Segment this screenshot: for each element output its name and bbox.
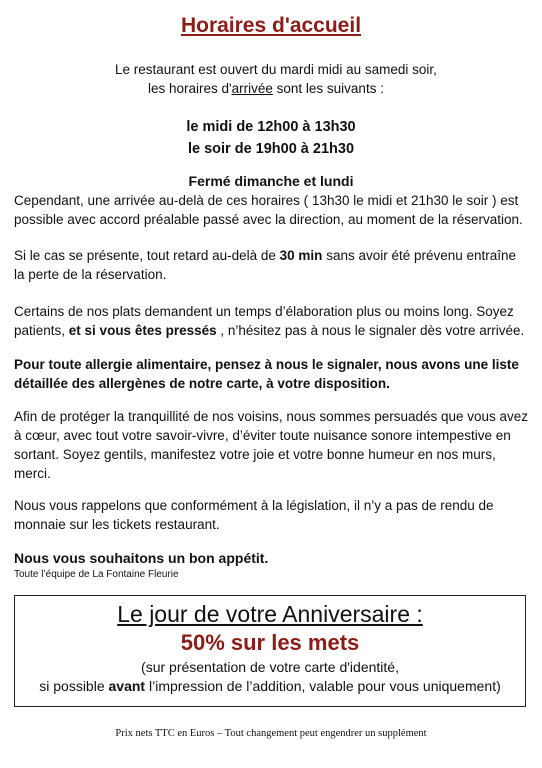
intro-arrival-word: arrivée [231,81,273,96]
birthday-heading: Le jour de votre Anniversaire : [117,601,423,627]
intro [0,60,542,98]
late-arrival-paragraph: Cependant, une arrivée au-delà de ces horaires ( 13h30 le midi et 21h30 le soir ) est possible avec accord préalable passé avec la direction, au moment de la réservation. [14,193,523,227]
tickets-paragraph: Nous vous rappelons que conformément à la législation, il n’y a pas de rendu de monnaie sur les tickets restaurant. [14,498,494,532]
dinner-hours: le soir de 19h00 à 21h30 [187,141,355,157]
delay-paragraph [14,246,530,284]
dishes-paragraph [14,302,530,340]
birthday-condition-line-2 [15,677,525,696]
birthday-condition-line-1: (sur présentation de votre carte d'identité, [141,659,399,675]
intro-line-1: Le restaurant est ouvert du mardi midi au samedi soir, [115,62,437,77]
neighbours-paragraph: Afin de protéger la tranquillité de nos voisins, nous sommes persuadés que vous avez à cœur, avec tout votre savoir-vivre, d’éviter toute nuisance sonore intempestive en sortant. Soyez gentils, manifestez votre joie et votre bonne humeur en nos murs, merci. [14,409,529,481]
page-title: Horaires d'accueil [180,14,362,37]
dishes-text-end: , n’hésitez pas à nous le signaler dès votre arrivée. [216,323,525,338]
delay-text-end: sans avoir été prévenu entraîne la perte de la réservation. [14,248,517,282]
delay-text-start: Si le cas se présente, tout retard au-delà de [14,248,280,263]
dishes-bold-text: et si vous êtes pressés [68,323,217,338]
allergy-paragraph: Pour toute allergie alimentaire, pensez à nous le signaler, nous avons une liste détaillée des allergènes de notre carte, à votre disposition. [14,357,519,391]
condition-text-start: si possible [39,678,109,694]
intro-line-2-start: les horaires d' [148,81,232,96]
birthday-discount: 50% sur les mets [180,630,360,655]
intro-line-2-end: sont les suivants : [272,81,384,96]
lunch-hours: le midi de 12h00 à 13h30 [186,119,356,135]
condition-bold-word: avant [108,678,146,694]
condition-text-end: l’impression de l’addition, valable pour vous uniquement) [145,678,501,694]
birthday-offer-box [14,595,526,707]
opening-hours [0,116,542,160]
closing-message: Nous vous souhaitons un bon appétit. [14,550,269,566]
dishes-text-start: Certains de nos plats demandent un temps d’élaboration plus ou moins long. Soyez patients, [14,304,514,338]
delay-limit: 30 min [279,248,323,263]
team-signature: Toute l’équipe de La Fontaine Fleurie [14,569,179,580]
intro-line-2 [0,79,542,98]
closed-days: Fermé dimanche et lundi [188,173,354,189]
price-footer: Prix nets TTC en Euros – Tout changement peut engendrer un supplément [115,728,427,739]
